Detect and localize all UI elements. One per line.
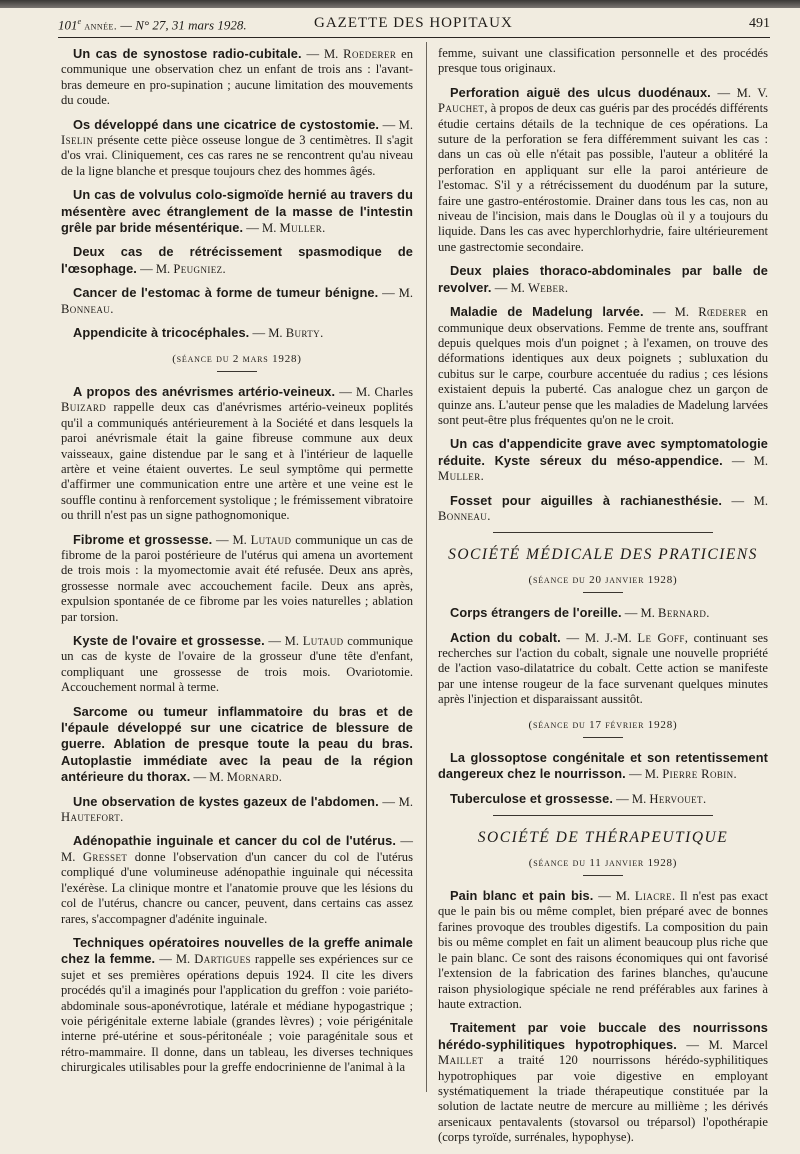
- entry-text: — M.: [625, 767, 663, 782]
- author-name: Weber: [527, 280, 565, 295]
- author-name: Dartigues: [194, 952, 251, 967]
- communication-entry: [61, 704, 413, 786]
- right-column: [438, 46, 768, 1154]
- entry-text: .: [733, 767, 737, 782]
- entry-title: Deux cas de rétrécissement spasmodique de l'œsophage.: [61, 244, 413, 276]
- entry-title: La glossoptose congénitale et son retentissement dangereux chez le nourrisson.: [438, 750, 768, 782]
- entry-text: — M.: [379, 117, 413, 132]
- communication-entry: [61, 117, 413, 180]
- entry-text: .: [702, 791, 707, 806]
- entry-text: — M.: [249, 326, 286, 341]
- entry-text: — M.: [378, 794, 413, 809]
- author-name: Roederer: [343, 47, 397, 61]
- entry-text: .: [320, 326, 324, 341]
- communication-entry: [438, 791, 768, 807]
- communication-entry: [61, 833, 413, 926]
- entry-title: Cancer de l'estomac à forme de tumeur bénigne.: [73, 285, 379, 301]
- entry-title: Pain blanc et pain bis.: [450, 888, 594, 904]
- entry-title: Action du cobalt.: [450, 629, 561, 645]
- communication-entry: [438, 263, 768, 296]
- short-divider: [583, 875, 623, 876]
- author-name: Le Goff: [637, 630, 685, 645]
- entry-text: — M.: [190, 770, 227, 785]
- entry-text: , continuant ses recherches sur l'action du cobalt, signale une nouvelle propriété de l'action vaso-dilatatrice du cobalt. Cette action se manifeste par une intense rougeur de la face survenant quelques minutes après l'injection et disparaissant aussitôt.: [438, 630, 768, 707]
- communication-entry: [61, 935, 413, 1076]
- communication-entry: [438, 46, 768, 77]
- communication-entry: [438, 1020, 768, 1145]
- entry-title: Adénopathie inguinale et cancer du col de l'utérus.: [73, 833, 397, 849]
- communication-entry: [438, 605, 768, 621]
- entry-text: a traité 120 nourrissons hérédo-syphilitiques hypotrophiques par voie digestive en employant systématiquement la triade thérapeutique constituée par la solution de lactate neutre de mercure au millième ; les dérivés arsenicaux pentavalents (stovarsol ou tréparsol) l'opothérapie (corps tyroïde, surrénales, hypophyse).: [438, 1053, 768, 1145]
- entry-text: — M.: [264, 634, 303, 648]
- issue-line: 101e année. — N° 27, 31 mars 1928.: [58, 17, 247, 33]
- author-name: Iselin: [61, 133, 94, 148]
- entry-title: Corps étrangers de l'oreille.: [450, 605, 622, 621]
- communication-entry: [438, 630, 768, 708]
- entry-title: Fosset pour aiguilles à rachianesthésie.: [450, 492, 722, 508]
- author-name: Gresset: [82, 849, 128, 864]
- entry-text: — M.: [378, 286, 413, 301]
- entry-text: — M.: [722, 493, 768, 508]
- entry-title: Un cas de volvulus colo-sigmoïde hernié au travers du mésentère avec étranglement de la masse de l'intestin grêle par bride mésentérique.: [61, 187, 413, 236]
- entry-text: — M. Charles: [335, 384, 413, 399]
- communication-entry: [61, 384, 413, 524]
- entry-title: Tuberculose et grossesse.: [450, 790, 613, 806]
- section-divider: [493, 532, 713, 533]
- entry-title: Os développé dans une cicatrice de cystostomie.: [73, 116, 380, 132]
- entry-text: .: [487, 508, 491, 523]
- entry-text: — M.: [613, 791, 650, 806]
- entry-title: Deux plaies thoraco-abdominales par balle de revolver.: [438, 263, 768, 295]
- entry-text: — M.: [491, 280, 528, 295]
- entry-text: présente cette pièce osseuse longue de 3 centimètres. Il s'agit d'os vrai. Cliniquement, ces cas rares ne se rencontrent qu'au niveau de la ligne blanche et presque toujours chez des hommes âgés.: [61, 133, 413, 178]
- entry-text: communique un cas de fibrome de la paroi postérieure de l'utérus qui amena un avortement de trois mois : la myomectomie avait été refusée. Deux ans après, grossesse normale avec accouchement facile. Deux ans après, expulsion spontanée de ce fibrome par les voies naturelles ; ablation par torsion.: [61, 532, 413, 624]
- author-name: Bonneau: [438, 508, 488, 523]
- communication-entry: [61, 633, 413, 696]
- author-name: Liacre: [634, 889, 672, 904]
- entry-title: Appendicite à tricocéphales.: [73, 325, 250, 341]
- page-top-edge: [0, 0, 800, 8]
- running-head: [58, 14, 770, 36]
- communication-entry: [438, 888, 768, 1012]
- communication-entry: [61, 46, 413, 109]
- entry-text: communique un cas de kyste de l'ovaire de la grosseur d'une tête d'enfant, compliquant une grossesse de trois mois. Ovariotomie. Accouchement normal à terme.: [61, 634, 414, 695]
- page-number: 491: [749, 16, 770, 31]
- entry-title: Une observation de kystes gazeux de l'abdomen.: [73, 793, 379, 809]
- entry-text: .: [278, 770, 282, 785]
- entry-title: Maladie de Madelung larvée.: [450, 304, 644, 320]
- entry-text: .: [120, 810, 124, 825]
- author-name: Maillet: [438, 1053, 484, 1068]
- communication-entry: [61, 794, 413, 826]
- entry-text: — M. J.-M.: [560, 630, 638, 645]
- entry-text: .: [480, 469, 484, 484]
- header-rule: [58, 37, 770, 38]
- author-name: Hautefort: [61, 810, 121, 825]
- entry-title: Traitement par voie buccale des nourrissons hérédo-syphilitiques hypotrophiques.: [438, 1020, 768, 1052]
- entry-text: — M.: [722, 453, 768, 468]
- entry-text: . Il n'est pas exact que le pain bis ou même complet, bien préparé avec de bonnes farines provoque des troubles digestifs. La composition du pain bis ou même complet en fait un aliment beaucoup plus riche que le pain blanc. Ce sont des raisons économiques qui ont favorisé l'extension de la fabrication des farines blanches, qu'aucune raison physiologique spéciale ne rend préférables aux farines à haute extraction.: [438, 889, 769, 1011]
- journal-title: GAZETTE DES HOPITAUX: [314, 15, 513, 31]
- entry-text: — M.: [212, 532, 251, 547]
- entry-text: rappelle deux cas d'anévrismes artério-veineux poplités qu'il a communiqués antérieurement à la Société et dans lesquels la paroi anévrismale était la gaine fibreuse commune aux deux vaisseaux, gaine distendue par le sang et à l'intérieur de laquelle artère et veine étaient ouvertes. Le seul symptôme qui permette d'affirmer une communication entre une artère et une veine est le souffle continu à renforcement systolique ; le frémissement vibratoire ou thrill n'est pas un signe pathognomonique.: [61, 400, 413, 523]
- entry-title: Un cas de synostose radio-cubitale.: [73, 46, 302, 61]
- author-name: Buizard: [61, 400, 107, 415]
- author-name: Pierre Robin: [662, 767, 734, 782]
- entry-text: — M.: [243, 221, 280, 236]
- society-title: SOCIÉTÉ DE THÉRAPEUTIQUE: [477, 829, 729, 847]
- entry-text: — M. Marcel: [676, 1037, 768, 1052]
- entry-text: en communique deux observations. Femme de trente ans, souffrant depuis quelques mois d'un poignet ; à l'examen, on trouve des déformations identiques aux deux poignets ; subluxation du cubitus sur le carpe, courbure accentuée du radius ; ces lésions existaient depuis la puberté. Cas analogue chez un garçon de quinze ans. L'auteur pense que les maladies de Madelung larvées sont peut-être plus fréquentes qu'on ne le croit.: [438, 305, 769, 427]
- entry-text: — M.: [621, 606, 659, 621]
- entry-text: — M.: [643, 305, 699, 320]
- entry-text: rappelle ses expériences sur ce sujet et ses premières opérations depuis 1924. Il cite les divers procédés qu'il a imaginés pour l'application du greffon : voie pariéto-abdominale sous-aponévrotique, latérale et médiane hypogastrique ; voie périgénitale externe labiale (grandes lèvres) ; voie périgénitale interne pré-utérine et sous-péritonéale ; voie paragénitale sous et rétro-mammaire. Il donne, dans un tableau, les diverses techniques chirurgicales utilisables pour la greffe endocrinienne de l'animal à la: [61, 952, 413, 1075]
- entry-text: .: [110, 301, 114, 316]
- entry-text: — M.: [301, 47, 344, 61]
- communication-entry: [61, 244, 413, 277]
- entry-title: Un cas d'appendicite grave avec symptomatologie réduite. Kyste séreux du méso-appendice.: [438, 436, 768, 468]
- author-name: Mornard: [226, 770, 279, 785]
- entry-text: , à propos de deux cas guéris par des procédés différents étudie certains détails de la technique de ces opérations. La suture de la perforation se fera différemment suivant les cas : dans un cas où elle n'était pas possible, l'auteur a oblitéré la perforation en appliquant sur elle la paroi antérieure de l'estomac. S'il y a rétrécissement du duodénum par la suture, faire une gastro-entérostomie. Drainer dans tous les cas, non au niveau de l'incision, mais dans le Douglas où il y a toujours du liquide. Dans les cas avec hyperchlorhydrie, faire ultérieurement une gastrectomie secondaire.: [438, 101, 768, 254]
- entry-text: .: [222, 261, 226, 276]
- entry-title: A propos des anévrismes artério-veineux.: [73, 383, 336, 399]
- communication-entry: [61, 187, 413, 236]
- seance-date: (séance du 20 janvier 1928): [528, 573, 678, 586]
- entry-text: femme, suivant une classification personnelle et des procédés presque tous originaux.: [438, 46, 768, 76]
- entry-text: .: [322, 221, 326, 236]
- communication-entry: [61, 325, 413, 341]
- entry-title: Fibrome et grossesse.: [73, 531, 213, 547]
- entry-text: donne l'observation d'un cancer du col de l'utérus compliqué d'une volumineuse adénopathie inguinale qui nécessita l'exérèse. La clinique montre et l'anatomie prouve que les lésions du col de l'utérus, chancre ou cancer, peuvent, dans certains cas assez rares, s'accompagner d'adénite inguinale.: [61, 849, 413, 926]
- entry-text: — M.: [61, 834, 413, 864]
- short-divider: [583, 737, 623, 738]
- entry-text: — M.: [155, 952, 195, 967]
- author-name: Muller: [438, 469, 481, 484]
- entry-text: en communique une observation chez un enfant de trois ans : l'avant-bras demeure en pro-supination ; aucune limitation des mouvements du coude.: [61, 47, 413, 108]
- seance-date: (séance du 17 février 1928): [528, 718, 678, 731]
- entry-text: — M. V.: [710, 85, 769, 100]
- author-name: Hervouet: [649, 791, 703, 806]
- communication-entry: [61, 285, 413, 317]
- seance-date: (séance du 2 mars 1928): [172, 352, 302, 365]
- entry-title: Kyste de l'ovaire et grossesse.: [73, 633, 265, 648]
- communication-entry: [438, 493, 768, 525]
- author-name: Rœderer: [698, 305, 747, 320]
- entry-title: Perforation aiguë des ulcus duodénaux.: [450, 84, 711, 100]
- communication-entry: [438, 304, 768, 428]
- entry-text: .: [564, 280, 568, 295]
- author-name: Muller: [279, 221, 323, 236]
- author-name: Lutaud: [250, 532, 292, 547]
- author-name: Bernard: [658, 606, 707, 621]
- entry-text: .: [706, 606, 710, 621]
- entry-title: Sarcome ou tumeur inflammatoire du bras et de l'épaule développé sur une cicatrice de blessure de guerre. Ablation de presque toute la peau du bras. Autoplastie immédiate avec la peau de la région antérieure du thorax.: [61, 703, 413, 785]
- author-name: Burty: [285, 326, 321, 341]
- author-name: Bonneau: [61, 301, 111, 316]
- communication-entry: [438, 750, 768, 783]
- entry-title: Techniques opératoires nouvelles de la greffe animale chez la femme.: [61, 934, 413, 967]
- column-divider: [426, 42, 427, 1092]
- section-divider: [493, 815, 713, 816]
- entry-text: — M.: [136, 261, 174, 276]
- author-name: Pauchet: [438, 101, 485, 116]
- author-name: Lutaud: [302, 634, 344, 648]
- author-name: Peugniez: [173, 261, 223, 276]
- society-title: SOCIÉTÉ MÉDICALE DES PRATICIENS: [448, 546, 758, 564]
- entry-text: — M.: [593, 889, 635, 904]
- short-divider: [583, 592, 623, 593]
- communication-entry: [61, 532, 413, 625]
- seance-date: (séance du 11 janvier 1928): [528, 856, 678, 869]
- left-column: [61, 46, 413, 1084]
- short-divider: [217, 371, 257, 372]
- communication-entry: [438, 436, 768, 484]
- communication-entry: [438, 85, 768, 255]
